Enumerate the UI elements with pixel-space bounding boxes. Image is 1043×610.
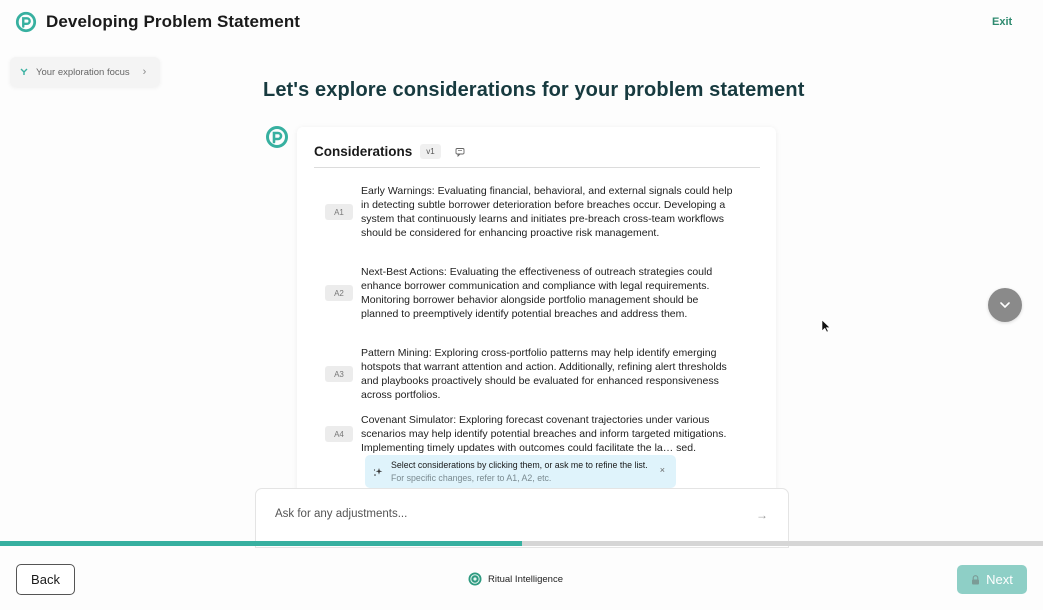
item-text: Early Warnings: Evaluating financial, behavioral, and external signals could help in detecting subtle borrower deterioration before breaches occur. Developing a system that continuously learns and initiates pre-breach cross-team workflows should be considered for enhancing proactive risk management. bbox=[361, 185, 733, 239]
exit-button[interactable]: Exit bbox=[992, 16, 1013, 28]
lock-icon bbox=[971, 575, 980, 585]
item-id-badge: A2 bbox=[325, 285, 353, 301]
next-button[interactable] bbox=[957, 565, 1027, 594]
ritual-logo-icon bbox=[15, 11, 37, 33]
ask-box bbox=[255, 488, 789, 548]
ritual-intelligence-brand bbox=[468, 572, 563, 586]
exploration-focus-label: Your exploration focus bbox=[36, 66, 130, 78]
scroll-down-button[interactable] bbox=[988, 288, 1022, 322]
progress-bar bbox=[0, 541, 1043, 546]
card-divider bbox=[314, 167, 760, 168]
toast-message bbox=[391, 459, 653, 485]
ritual-intelligence-icon bbox=[468, 572, 482, 586]
item-text: Next-Best Actions: Evaluating the effectiveness of outreach strategies could enhance borrower communication and compliance with legal requirements. Monitoring borrower behavior alongside portfolio management should be planned to preemptively identify potential breaches and address them. bbox=[361, 266, 713, 320]
progress-fill bbox=[0, 541, 522, 546]
item-text: Covenant Simulator: Exploring forecast covenant trajectories under various scenarios may help identify potential breaches and inform targeted mitigations. Implementing timely updates with outcomes could facilitate the la… sed. bbox=[361, 414, 727, 454]
toast-main-text: Select considerations by clicking them, or ask me to refine the list. bbox=[391, 459, 648, 470]
hint-toast bbox=[365, 455, 676, 488]
brand-label: Ritual Intelligence bbox=[488, 573, 563, 585]
version-badge[interactable]: v1 bbox=[420, 144, 440, 159]
item-id-badge: A3 bbox=[325, 366, 353, 382]
next-label: Next bbox=[986, 572, 1013, 587]
exploration-focus-button[interactable] bbox=[10, 57, 160, 87]
comment-icon[interactable] bbox=[455, 147, 465, 157]
adjustments-input[interactable] bbox=[275, 508, 745, 520]
focus-icon bbox=[19, 67, 29, 77]
send-arrow-icon[interactable]: → bbox=[756, 508, 768, 522]
sparkle-icon bbox=[373, 467, 383, 477]
item-text: Pattern Mining: Exploring cross-portfolio patterns may help identify emerging hotspots that warrant attention and action. Additionally, refining alert thresholds and playbooks proactively should be evaluated for enhanced responsiveness across portfolios. bbox=[361, 347, 727, 401]
consideration-item-a2[interactable] bbox=[325, 265, 735, 321]
main-heading: Let's explore considerations for your problem statement bbox=[263, 79, 805, 101]
assistant-avatar-icon bbox=[265, 125, 289, 149]
consideration-item-a3[interactable] bbox=[325, 346, 735, 402]
item-id-badge: A1 bbox=[325, 204, 353, 220]
chevron-down-icon bbox=[1000, 302, 1010, 308]
close-icon[interactable]: × bbox=[659, 465, 665, 475]
mouse-cursor-icon bbox=[821, 319, 831, 333]
card-header bbox=[314, 144, 465, 159]
consideration-item-a1[interactable] bbox=[325, 184, 735, 240]
toast-hint-text: For specific changes, refer to A1, A2, etc. bbox=[391, 472, 552, 483]
back-button[interactable]: Back bbox=[16, 564, 75, 595]
chevron-right-icon: › bbox=[142, 66, 147, 78]
item-id-badge: A4 bbox=[325, 426, 353, 442]
consideration-item-a4[interactable] bbox=[325, 413, 735, 455]
card-title: Considerations bbox=[314, 144, 413, 159]
page-title: Developing Problem Statement bbox=[46, 12, 301, 31]
